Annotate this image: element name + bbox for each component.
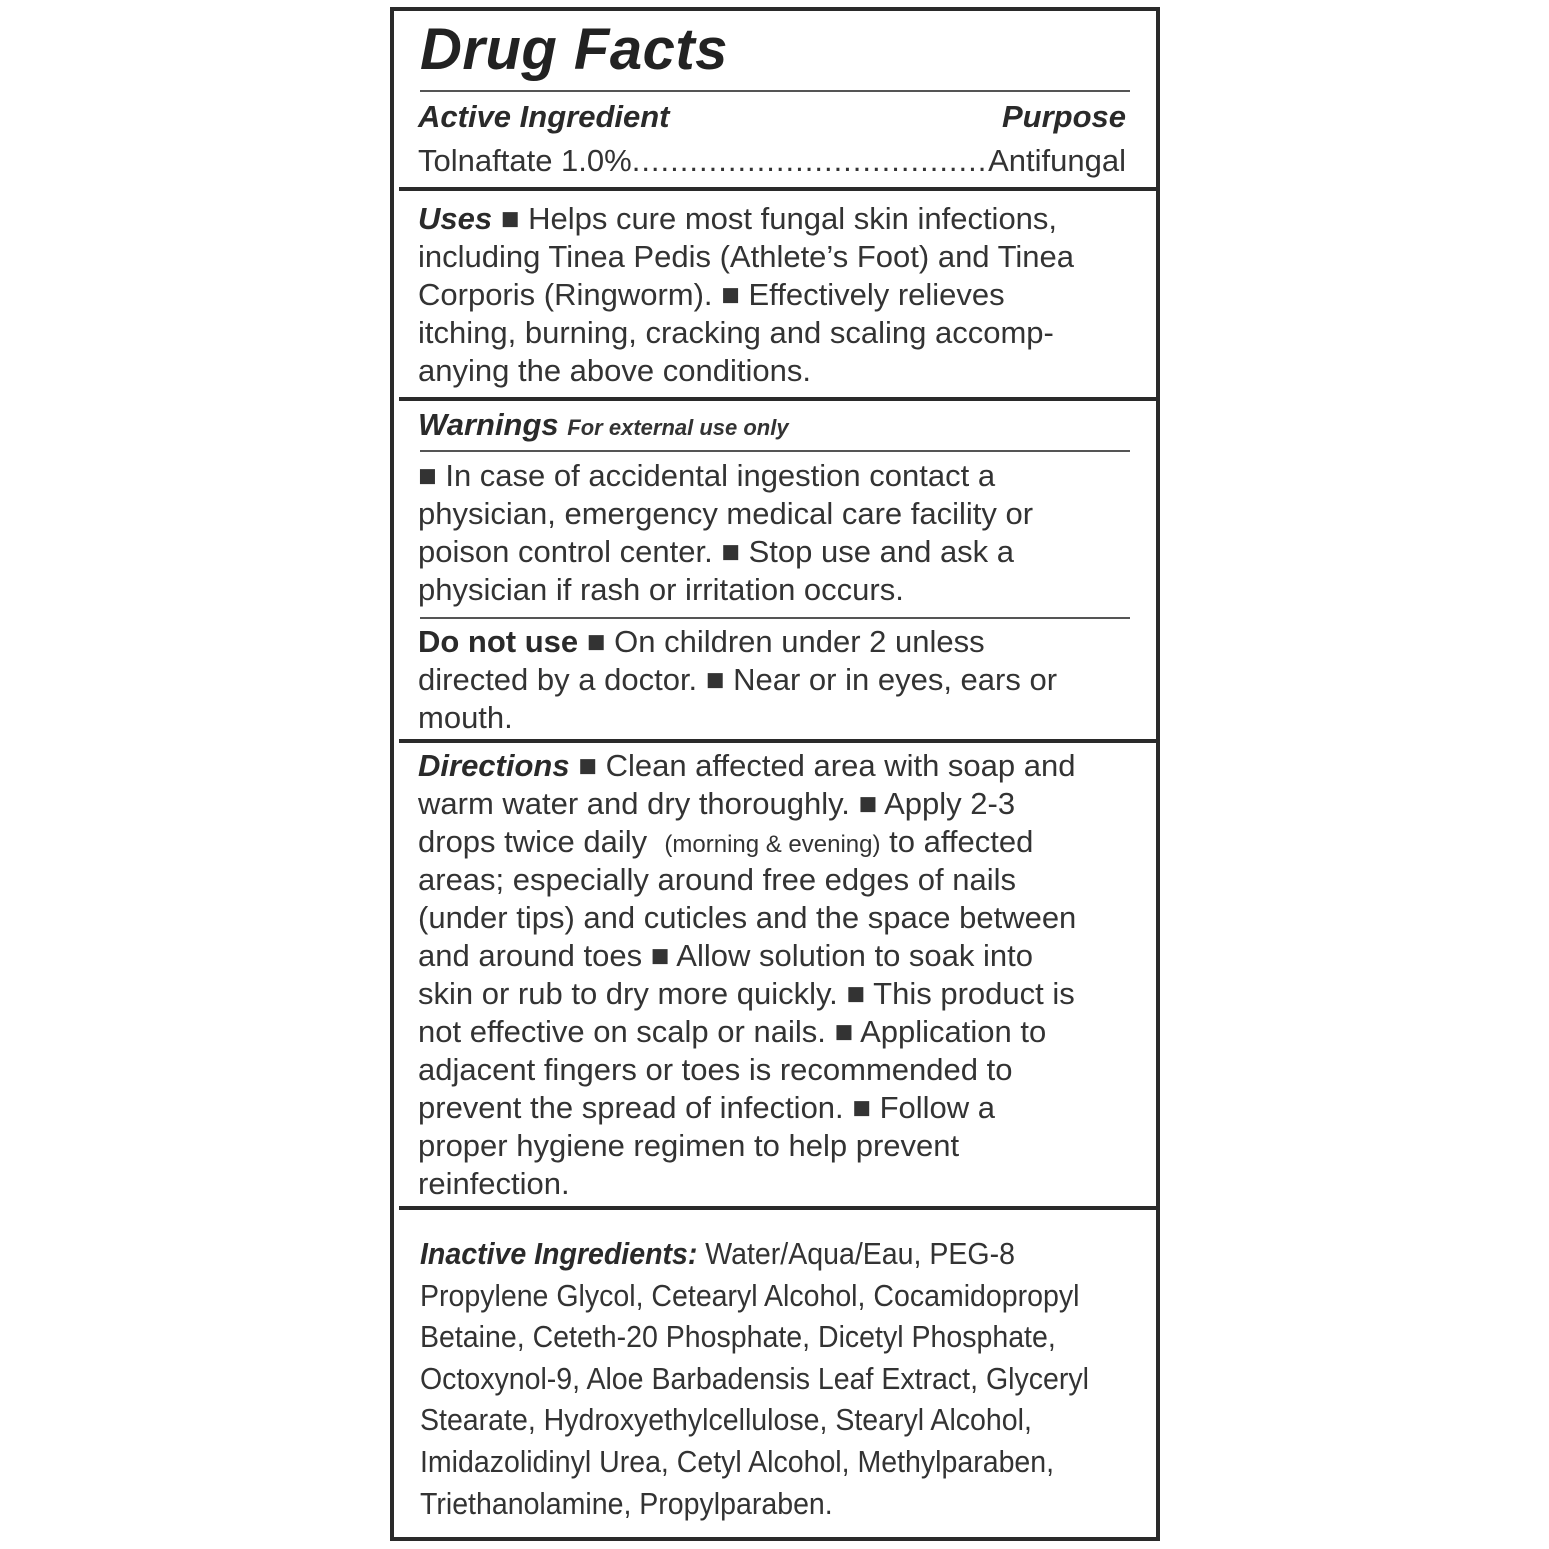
title-divider (420, 90, 1130, 92)
warnings-divider (420, 450, 1130, 452)
warnings-divider-2 (420, 617, 1130, 619)
uses-line-2: including Tinea Pedis (Athlete’s Foot) and Tinea (418, 239, 1074, 274)
directions-line-4: areas; especially around free edges of nails (418, 862, 1016, 897)
inactive-line-4: Octoxynol-9, Aloe Barbadensis Leaf Extract, Glyceryl (420, 1360, 1089, 1396)
uses-header: Uses (418, 201, 493, 236)
warnings-heading (418, 406, 789, 447)
warnings-line-3: poison control center. ■ Stop use and ask a (418, 534, 1015, 569)
external-use-note: For external use only (567, 415, 789, 440)
ingredient-purpose: Antifungal (988, 143, 1126, 178)
directions-line-11: proper hygiene regimen to help prevent (418, 1128, 960, 1163)
inactive-ingredients-header: Inactive Ingredients: (420, 1236, 698, 1271)
section-divider (399, 739, 1156, 743)
uses-line-1: Uses ■ Helps cure most fungal skin infections, (418, 201, 1058, 236)
directions-line-2: warm water and dry thoroughly. ■ Apply 2-3 (418, 786, 1016, 821)
warnings-line-1: ■ In case of accidental ingestion contact a (418, 458, 996, 493)
directions-line-12: reinfection. (418, 1166, 570, 1201)
warnings-line-2: physician, emergency medical care facility or (418, 496, 1034, 531)
directions-line-9: adjacent fingers or toes is recommended to (418, 1052, 1013, 1087)
directions-line-6: and around toes ■ Allow solution to soak into (418, 938, 1034, 973)
do-not-use-line-2: directed by a doctor. ■ Near or in eyes, ears or (418, 662, 1058, 697)
inactive-line-3: Betaine, Ceteth-20 Phosphate, Dicetyl Phosphate, (420, 1319, 1056, 1355)
directions-line-3: drops twice daily (morning & evening) to affected (418, 824, 1034, 859)
inactive-line-6: Imidazolidinyl Urea, Cetyl Alcohol, Methylparaben, (420, 1443, 1055, 1479)
directions-line-10: prevent the spread of infection. ■ Follow a (418, 1090, 996, 1125)
uses-line-4: itching, burning, cracking and scaling accomp- (418, 315, 1054, 350)
drug-facts-title: Drug Facts (420, 17, 728, 82)
purpose-header: Purpose (1001, 99, 1126, 134)
uses-line-5: anying the above conditions. (418, 353, 811, 388)
do-not-use-header: Do not use (418, 624, 579, 659)
inactive-ingredients (420, 1233, 1089, 1524)
directions-line-5: (under tips) and cuticles and the space between (418, 900, 1077, 935)
leader-dots (632, 141, 988, 181)
section-divider (399, 1206, 1156, 1210)
section-divider (399, 187, 1156, 191)
directions-line-1: Directions ■ Clean affected area with soap and (418, 748, 1076, 783)
active-ingredient-header: Active Ingredient (418, 99, 670, 134)
directions-line-8: not effective on scalp or nails. ■ Application to (418, 1014, 1047, 1049)
drug-facts-label (390, 7, 1160, 1541)
section-divider (399, 397, 1156, 401)
inactive-line-5: Stearate, Hydroxyethylcellulose, Stearyl Alcohol, (420, 1402, 1032, 1438)
inactive-line-1: Inactive Ingredients: Water/Aqua/Eau, PEG-8 (420, 1236, 1015, 1271)
inactive-line-2: Propylene Glycol, Cetearyl Alcohol, Cocamidopropyl (420, 1277, 1080, 1313)
warnings-header: Warnings (418, 407, 559, 442)
do-not-use-line-3: mouth. (418, 700, 513, 735)
uses-line-3: Corporis (Ringworm). ■ Effectively relieves (418, 277, 1005, 312)
ingredient-name: Tolnaftate 1.0% (418, 143, 632, 178)
do-not-use-line-1: Do not use ■ On children under 2 unless (418, 624, 985, 659)
inactive-line-7: Triethanolamine, Propylparaben. (420, 1485, 833, 1521)
dosing-time-note: (morning & evening) (664, 831, 881, 858)
active-ingredient-row (418, 141, 1126, 181)
warnings-line-4: physician if rash or irritation occurs. (418, 572, 904, 607)
directions-header: Directions (418, 748, 570, 783)
directions-line-7: skin or rub to dry more quickly. ■ This product is (418, 976, 1075, 1011)
